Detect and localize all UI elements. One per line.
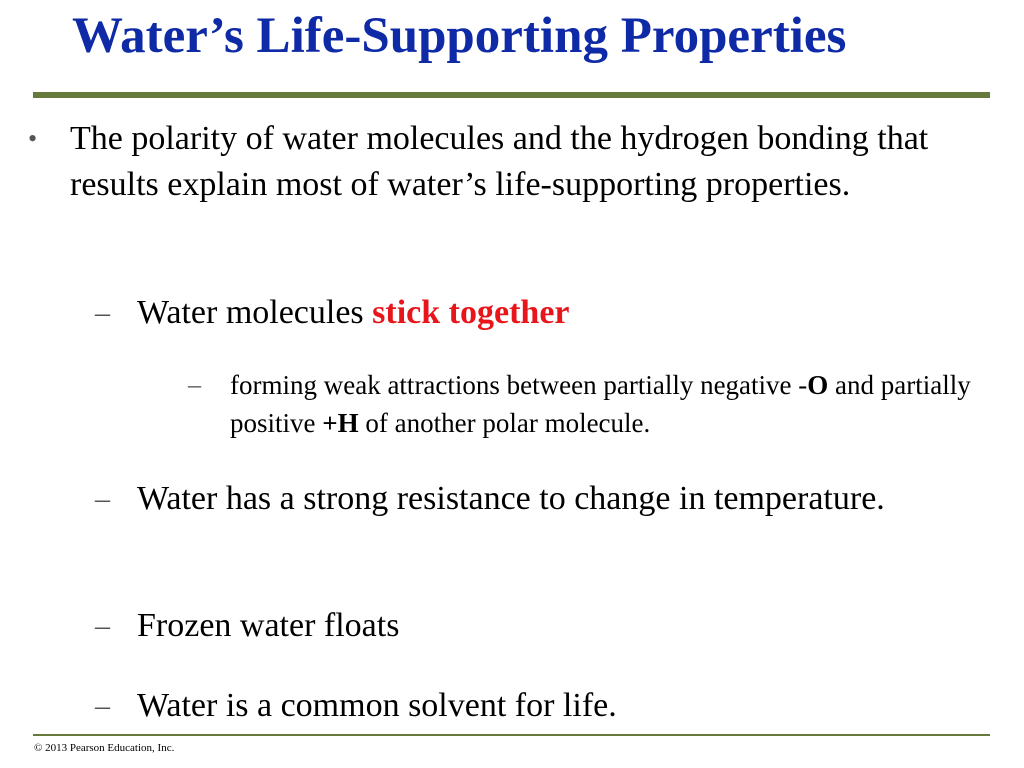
bullet-marker: • [28,124,38,153]
copyright-notice: © 2013 Pearson Education, Inc. [34,742,175,754]
title-divider [33,92,990,98]
footer-divider [33,734,990,736]
sub-bullet-marker: – [95,482,110,515]
sub-sub-bullet-marker: – [188,370,201,399]
sub-bullet-frozen-water [95,603,997,649]
sub-bullet-text: Water molecules [137,294,373,331]
slide-title: Water’s Life-Supporting Properties [72,8,847,64]
sub-bullet-text: Water has a strong resistance to change in temperature. [137,480,885,517]
sub-bullet-marker: – [95,609,110,642]
sub-sub-bullet-attractions [188,366,1000,442]
attraction-text-2: and partially positive [230,370,971,438]
attraction-text-1: forming weak attractions between partially negative - [230,370,808,400]
bullet-text: The polarity of water molecules and the hydrogen bonding that results explain most of water’s life-supporting properties. [70,120,929,203]
oxygen-symbol: O [807,370,829,400]
sub-bullet-text: Water is a common solvent for life. [137,687,617,724]
hydrogen-symbol: +H [322,408,359,438]
sub-bullet-temperature [95,476,997,522]
attraction-text-3: of another polar molecule. [358,408,651,438]
highlight-text: stick together [372,294,570,331]
sub-bullet-text: Frozen water floats [137,607,400,644]
bullet-polarity [28,116,1020,208]
sub-bullet-stick-together [95,290,997,336]
sub-bullet-marker: – [95,296,110,329]
sub-bullet-solvent [95,683,997,729]
sub-bullet-marker: – [95,689,110,722]
